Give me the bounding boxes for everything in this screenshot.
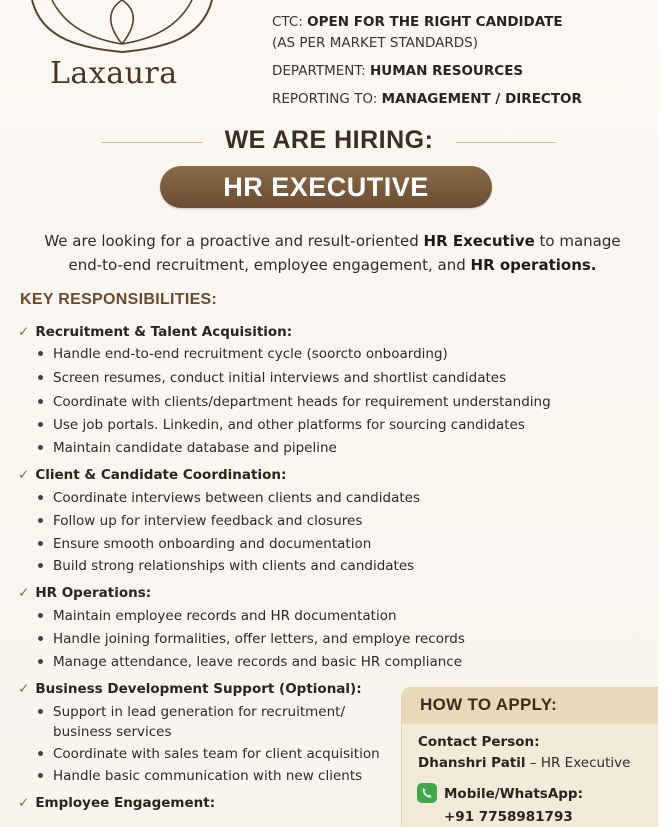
mobile-label: Mobile/WhatsApp: [444, 786, 583, 802]
list-item: Manage attendance, leave records and basic HR compliance [38, 654, 462, 670]
list-item: Coordinate with clients/department heads for requirement understanding [38, 394, 551, 410]
job-meta [272, 12, 582, 110]
brand-name: Laxaura [50, 56, 178, 91]
list-item: Handle end-to-end recruitment cycle (soorcto onboarding) [38, 346, 448, 362]
list-item: Coordinate with sales team for client acquisition [38, 746, 380, 762]
bullet-dot [38, 563, 43, 568]
list-item-continued: business services [53, 724, 172, 740]
check-icon: ✓ [18, 467, 30, 483]
list-item: Coordinate interviews between clients and candidates [38, 490, 420, 506]
contact-label: Contact Person: [418, 734, 540, 750]
bullet-dot [38, 399, 43, 404]
bullet-dot [38, 636, 43, 641]
section-engagement-title: ✓ Employee Engagement: [18, 795, 216, 811]
reporting-value: MANAGEMENT / DIRECTOR [381, 91, 582, 107]
bullet-dot [38, 422, 43, 427]
section-operations-title: ✓ HR Operations: [18, 585, 152, 601]
ctc-value: OPEN FOR THE RIGHT CANDIDATE [307, 14, 563, 30]
bullet-dot [38, 518, 43, 523]
check-icon: ✓ [18, 795, 30, 811]
mobile-number[interactable]: +91 7758981793 [444, 809, 573, 825]
bullet-dot [38, 709, 43, 714]
ctc-label: CTC: [272, 14, 303, 30]
bullet-dot [38, 541, 43, 546]
how-to-apply-panel [401, 687, 658, 827]
bullet-dot [38, 751, 43, 756]
list-item: Build strong relationships with clients and candidates [38, 558, 414, 574]
responsibilities-heading: KEY RESPONSIBILITIES: [20, 291, 218, 308]
ctc-note: (AS PER MARKET STANDARDS) [272, 35, 478, 51]
section-bizdev-title: ✓ Business Development Support (Optional): [18, 681, 362, 697]
bullet-dot [38, 659, 43, 664]
list-item: Maintain employee records and HR documentation [38, 608, 397, 624]
bullet-dot [38, 351, 43, 356]
department-value: HUMAN RESOURCES [369, 63, 524, 79]
list-item: Handle basic communication with new clients [38, 768, 362, 784]
intro-text: We are looking for a proactive and result-oriented HR Executive to manage end-to-end recruitment, employee engagement, and HR operations. [44, 232, 621, 274]
reporting-label: REPORTING TO: [272, 91, 378, 107]
job-title-banner: HR EXECUTIVE [160, 166, 492, 208]
check-icon: ✓ [18, 324, 30, 340]
bullet-dot [38, 495, 43, 500]
department-label: DEPARTMENT: [272, 63, 366, 79]
list-item: Handle joining formalities, offer letters, and employe records [38, 631, 465, 647]
contact-person: Dhanshri Patil – HR Executive [418, 755, 631, 771]
bullet-dot [38, 445, 43, 450]
section-recruitment-title: ✓ Recruitment & Talent Acquisition: [18, 324, 293, 340]
check-icon: ✓ [18, 585, 30, 601]
list-item: Use job portals. Linkedin, and other platforms for sourcing candidates [38, 417, 525, 433]
list-item: Follow up for interview feedback and closures [38, 513, 362, 529]
whatsapp-icon [417, 783, 437, 803]
check-icon: ✓ [18, 681, 30, 697]
bullet-dot [38, 375, 43, 380]
brand-logo [22, 0, 222, 95]
list-item: Ensure smooth onboarding and documentation [38, 536, 371, 552]
headline: WE ARE HIRING: [224, 126, 434, 154]
lotus-logo-icon [22, 0, 222, 60]
list-item: Screen resumes, conduct initial interviews and shortlist candidates [38, 370, 506, 386]
list-item: Support in lead generation for recruitment/ [38, 704, 345, 720]
bullet-dot [38, 613, 43, 618]
how-to-apply-title: HOW TO APPLY: [420, 695, 558, 714]
section-coordination-title: ✓ Client & Candidate Coordination: [18, 467, 287, 483]
bullet-dot [38, 773, 43, 778]
list-item: Maintain candidate database and pipeline [38, 440, 337, 456]
